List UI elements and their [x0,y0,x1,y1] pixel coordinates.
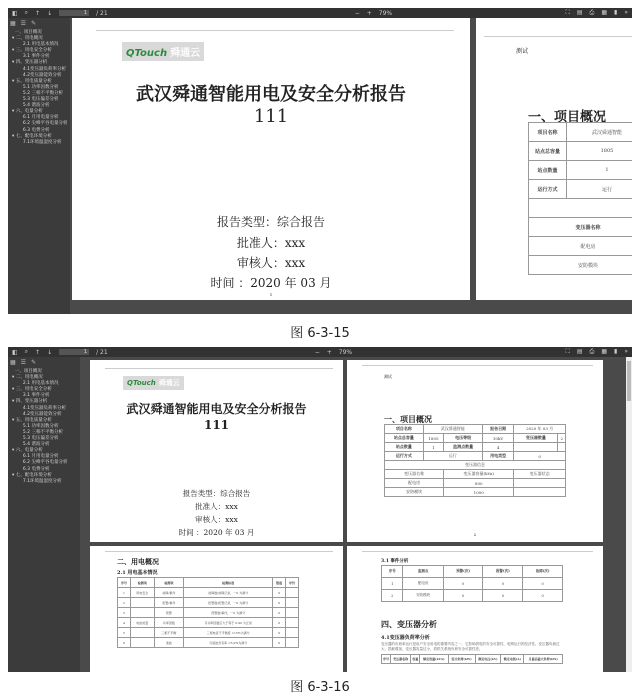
outline-item-label: 五、用电质量分析 [15,417,52,423]
table-cell: 电能质量 [130,618,154,628]
table-cell: 故障/事件 [154,588,183,598]
figure-caption-2: 图 6-3-16 [290,680,350,695]
zoom-in-button[interactable]: + [326,348,332,356]
report-title: 武汉舜通智能用电及安全分析报告 [136,84,406,105]
table-cell: 0 [273,628,286,638]
table-header-cell: 监测点 [403,566,443,578]
report-type: 报告类型：综合报告 [216,215,325,229]
next-page-icon[interactable]: ↓ [47,348,53,356]
caret-down-icon[interactable]: ▾ [12,109,16,115]
table-cell: 2 [382,590,403,602]
download-icon[interactable]: ▦ [601,348,608,355]
caret-down-icon[interactable]: ▾ [12,36,16,42]
table-cell: 2 [118,598,131,608]
table-cell: 4 [118,618,131,628]
table-header-cell: 额定容量(kVA) [420,655,448,664]
paragraph: 变压器的负荷率运行是用户安全用电的重要内容之一，它影响供电的安全可靠性、电网运行的经济性。变压器负载过大，损耗增加，变压器容量过小，将供关系统负荷安全可靠性差。 [381,642,560,651]
qtouch-logo: QTouch 舜通云 [123,376,184,390]
table-header-cell: 检测标准 [184,578,273,588]
caret-down-icon[interactable]: ▾ [12,387,16,393]
table-row [118,598,299,608]
table-cell: 0 [523,578,563,590]
outline-item-label: 5.4 谐波分析 [22,442,50,448]
section-heading: 二、用电概况 [117,557,159,566]
usage-table [117,577,299,648]
table-cell [286,618,299,628]
table-cell [286,588,299,598]
table-row [382,578,563,590]
section-heading: 四、变压器分析 [381,619,437,629]
report-subtitle: 111 [203,418,230,432]
outline-item-label: 4.2变压器能效分析 [22,72,62,78]
table-cell: 报警/事件 [154,598,183,608]
outline-item-label: 五、用电质量分析 [15,78,52,84]
table-row [118,608,299,618]
viewer-toolbar [8,8,632,18]
table-header-cell: 评价 [286,578,299,588]
outline-item-label: 5.2 三相不平衡分析 [22,429,63,435]
outline-item-label: 3.1 事件分析 [22,54,50,60]
table-row [118,618,299,628]
table-header-cell: 报警(次) [483,566,523,578]
outline-item-label: 七、配电环境分析 [15,472,52,478]
table-cell: 0 [483,590,523,602]
table-cell [286,628,299,638]
outline-item-label: 4.1变压器负荷率分析 [22,66,67,72]
bookmark-icon[interactable]: ▮ [614,348,618,355]
subsection-heading: 4.1变压器负荷率分析 [381,635,430,641]
table-cell: 月功率因数应大于等于 0.90 为正常 [184,618,273,628]
outline-item-label: 5.3 电压偏差分析 [22,436,59,442]
usage-page [90,546,343,672]
prev-page-icon[interactable]: ↑ [35,348,41,356]
overview-page [476,18,632,300]
page-number: 2 [473,532,477,537]
outline-item-label: 5.3 电压偏差分析 [22,97,59,103]
table-cell: 6 [118,638,131,648]
table-cell: 安防模块 [403,590,443,602]
table-cell: 0 [443,578,483,590]
table-cell: 月谐波含有率 <5.0%为满分 [184,638,273,648]
table-header-cell: 序号 [118,578,131,588]
overview-table: 项目名称 武汉舜通智能 站点总容量 1805 站点数量 1 运行方式 运行 变压器名称 配电房 安防模块 [528,122,632,275]
open-icon[interactable]: ▤ [576,348,583,355]
sidebar-toggle-icon[interactable]: ◧ [12,9,18,17]
outline-item-label: 四、变压器分析 [15,60,48,66]
print-icon[interactable]: ⎙ [589,348,595,355]
table-header-cell: 序号 [382,655,391,664]
table-cell: 报警数/报警记录，一0 为满分 [184,598,273,608]
section-heading: 一、项目概况 [384,414,432,424]
outline-item-label: 3.1 事件分析 [22,393,50,399]
zoom-level[interactable]: 79% [378,9,393,17]
outline-item-label: 5.1 功率因数分析 [22,423,59,429]
table-cell: 1 [118,588,131,598]
table-cell [286,598,299,608]
caret-down-icon[interactable]: ▾ [12,417,16,423]
table-header-cell: 设计负荷(kW) [448,655,475,664]
table-cell: 0 [273,598,286,608]
cover-page [90,360,343,542]
table-cell [286,608,299,618]
outline-item-label: 一、项目概况 [14,369,42,374]
bookmark-icon[interactable]: ▮ [614,9,618,16]
table-cell: 0 [273,588,286,598]
table-cell: 故障数/故障记录，一0 为满分 [184,588,273,598]
outline-item-label: 4.1变压器负荷率分析 [22,405,67,411]
overview-page [347,360,603,542]
outline-item[interactable] [10,479,78,485]
outline-item-label: 6.3 电费分析 [22,127,50,133]
outline-item[interactable] [10,140,68,146]
table-header-cell: 数值 [273,578,286,588]
reviewer: 审核人：xxx [236,256,306,270]
table-row [382,590,563,602]
table-header-row [382,655,563,664]
zoom-out-button[interactable]: − [314,348,320,356]
report-subtitle: 111 [253,106,289,127]
table-header-row [382,566,563,578]
table-header-cell: 预警(次) [443,566,483,578]
outline-item-label: 2.1 用电基本情况 [22,42,59,48]
table-cell [130,628,154,638]
table-cell: 0 [273,618,286,628]
caret-down-icon[interactable]: ▾ [12,133,16,139]
outline-item-label: 6.2 尖峰平谷电量分析 [22,460,68,466]
page-number-input[interactable]: 1 [59,10,89,16]
figure-caption-1: 图 6-3-15 [290,326,350,341]
table-header-row [118,578,299,588]
viewer-toolbar [8,347,632,357]
outline-item-label: 2.1 用电基本情况 [22,381,59,387]
outline-item-label: 5.4 谐波分析 [22,103,50,109]
next-page-icon[interactable]: ↓ [47,9,53,17]
outline-item-label: 三、用电安全分析 [15,387,52,393]
table-row [118,638,299,648]
outline-item-label: 二、用电概况 [15,375,43,381]
scrollbar[interactable] [626,357,632,672]
attachments-tab-icon[interactable]: ✎ [31,20,37,27]
report-title: 武汉舜通智能用电及安全分析报告 [126,402,307,416]
prev-page-icon[interactable]: ↑ [35,9,41,17]
cover-page [72,18,470,300]
outline-item-label: 六、电量分析 [15,109,43,115]
outline-item-label: 5.1 功率因数分析 [22,84,59,90]
table-cell [286,638,299,648]
table-header-cell: 额定电流(A) [501,655,524,664]
table-cell [130,608,154,618]
approver: 批准人：xxx [195,502,238,511]
table-header-cell: 容量 [411,655,420,664]
more-icon[interactable]: » [624,9,628,16]
table-cell: 功率因数 [154,618,183,628]
thumbnails-tab-icon[interactable]: ▦ [10,359,16,366]
caret-down-icon[interactable]: ▾ [12,60,16,66]
subsection-heading: 2.1 用电基本情况 [117,570,158,576]
events-table [381,565,563,602]
outline-item-label: 七、配电环境分析 [15,133,52,139]
approver: 批准人：xxx [236,236,306,250]
section-heading: 一、项目概况 [528,110,607,125]
outline-item-label: 7.1环境温湿度分析 [22,478,62,484]
report-time: 时间 ：2020 年 03 月 [210,276,332,290]
table-cell: 0 [443,590,483,602]
table-header-cell: 检测项 [154,578,183,588]
zoom-in-button[interactable]: + [366,9,372,17]
outline-item-label: 6.1 月用电量分析 [22,454,59,460]
search-icon[interactable]: ⌕ [24,348,29,355]
caret-down-icon[interactable]: ▾ [12,78,16,84]
caret-down-icon[interactable]: ▾ [12,399,16,405]
table-row [118,628,299,638]
events-page [347,546,603,672]
caret-down-icon[interactable]: ▾ [12,472,16,478]
table-cell: 配电房 [403,578,443,590]
page-total: / 21 [96,9,108,17]
table-cell: 0 [523,590,563,602]
caret-down-icon[interactable]: ▾ [12,375,16,381]
table-cell [130,638,154,648]
more-icon[interactable]: » [624,348,628,355]
transformer-load-table [381,654,563,664]
outline-item-label: 一、项目概况 [14,30,42,35]
table-cell: 三相不平衡 [154,628,183,638]
open-icon[interactable]: ▤ [576,9,583,16]
qtouch-logo: QTouch 舜通云 [122,42,204,61]
page-number-input[interactable]: 1 [59,349,89,355]
table-row [118,588,299,598]
page-total: / 21 [96,348,108,356]
outline-item-label: 六、电量分析 [15,448,43,454]
attachments-tab-icon[interactable]: ✎ [31,359,37,366]
table-cell: 0 [273,608,286,618]
outline-item-label: 5.2 三相不平衡分析 [22,90,63,96]
table-cell: 预警 [154,608,183,618]
pdf-viewer-screenshot-1 [8,8,632,314]
reviewer: 审核人：xxx [195,515,238,524]
outline-item-label: 6.3 电费分析 [22,466,50,472]
zoom-out-button[interactable]: − [354,9,360,17]
table-header-cell: 月最高最大负荷(kW) [524,655,563,664]
page-number: 1 [269,292,273,297]
table-header-cell: 额定电压(kV) [475,655,501,664]
thumbnails-tab-icon[interactable]: ▦ [10,20,16,27]
table-cell: 0 [483,578,523,590]
table-cell: 0 [273,638,286,648]
download-icon[interactable]: ▦ [601,9,608,16]
table-header-cell: 故障(次) [523,566,563,578]
subsection-heading: 3.1 事件分析 [381,559,409,564]
outline-item-label: 4.2变压器能效分析 [22,411,62,417]
report-time: 时间 ：2020 年 03 月 [178,528,255,537]
table-cell: 1 [382,578,403,590]
caret-down-icon[interactable]: ▾ [12,448,16,454]
table-cell: 三相电流不平衡度 <15%为满分 [184,628,273,638]
table-header-cell: 检测项 [130,578,154,588]
table-header-cell: 变压器名称 [390,655,410,664]
outline-item-label: 三、用电安全分析 [15,48,52,54]
fullscreen-icon[interactable]: ⛶ [565,9,570,16]
outline-tab-icon[interactable]: ☰ [20,20,27,27]
table-cell: 预警数/事件，一0 为满分 [184,608,273,618]
print-icon[interactable]: ⎙ [589,9,595,16]
note-text: 测试 [384,374,392,379]
caret-down-icon[interactable]: ▾ [12,48,16,54]
sidebar-toggle-icon[interactable]: ◧ [12,348,18,356]
fullscreen-icon[interactable]: ⛶ [565,348,570,355]
table-cell: 3 [118,608,131,618]
table-cell: 谐波 [154,638,183,648]
table-header-cell: 序号 [382,566,403,578]
report-type: 报告类型：综合报告 [182,489,251,498]
pdf-viewer-screenshot-2 [8,347,632,672]
table-cell: 5 [118,628,131,638]
note-text: 测试 [516,48,529,55]
table-cell: 用电安全 [130,588,154,598]
search-icon[interactable]: ⌕ [24,9,29,16]
outline-item-label: 7.1环境温湿度分析 [22,139,62,145]
outline-item-label: 二、用电概况 [15,36,43,42]
outline-sidebar [8,357,80,672]
outline-item-label: 6.2 尖峰平谷电量分析 [22,121,68,127]
outline-item-label: 四、变压器分析 [15,399,48,405]
outline-sidebar [8,18,70,314]
outline-item-label: 6.1 月用电量分析 [22,115,59,121]
table-cell [130,598,154,608]
overview-table: 项目名称 武汉舜通智能 报告日期 2020 年 03 月 站点总容量 1805 电压等级 10kV 变压器数量 2 站点数量 1 监测点数量 4 运行方式 运行 用电类型 0 变压器信息 变压器名称 变压器容量(kVa) 变压器状态 配电房 800 安防模块 1000 [384,424,566,497]
outline-tab-icon[interactable]: ☰ [20,359,27,366]
zoom-level[interactable]: 79% [338,348,353,356]
